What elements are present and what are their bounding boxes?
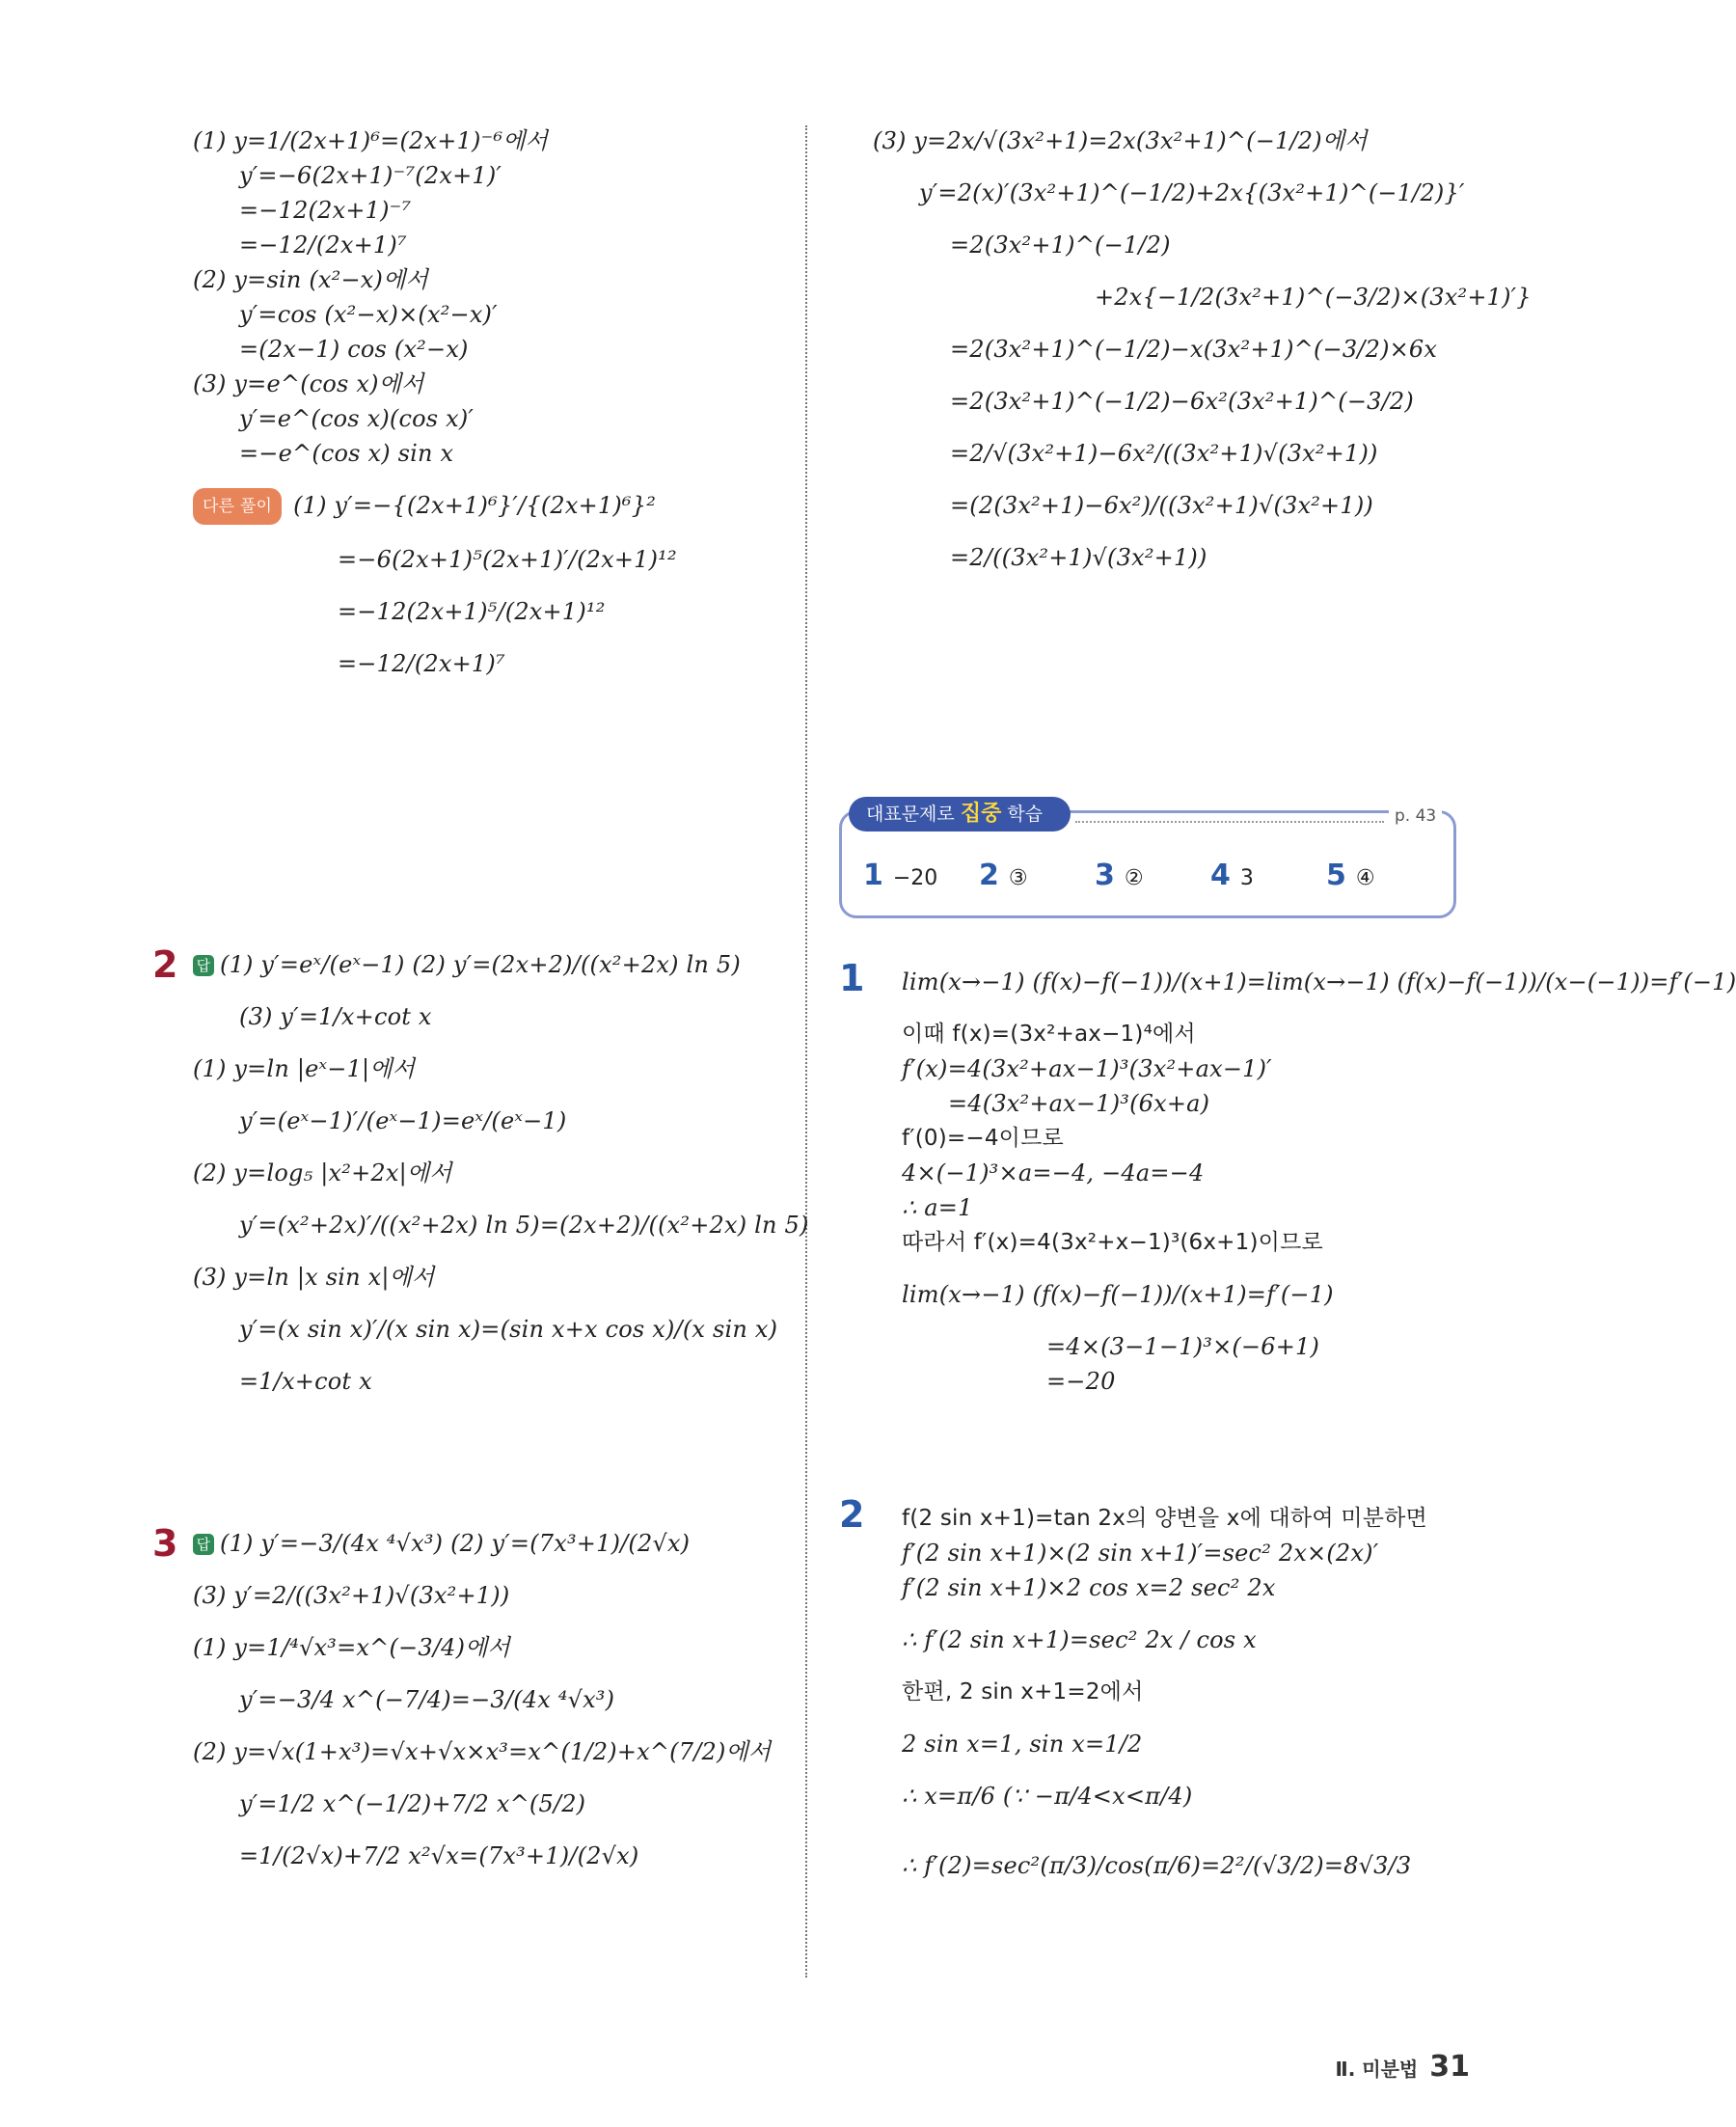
q2-line: ∴ x=π/6 (∵ −π/4<x<π/4): [902, 1783, 1193, 1810]
q1-line: 이때 f(x)=(3x²+ax−1)⁴에서: [902, 1022, 1196, 1047]
q1-line: =4(3x²+ax−1)³(6x+a): [948, 1090, 1210, 1117]
p3-line: (3) y′=2/((3x²+1)√(3x²+1)): [193, 1582, 510, 1609]
column-divider: [805, 125, 807, 1977]
sol1-line: =−12/(2x+1)⁷: [239, 232, 407, 259]
q1-line: f′(x)=4(3x²+ax−1)³(3x²+ax−1)′: [902, 1055, 1272, 1082]
p2-line: (3) y′=1/x+cot x: [239, 1003, 432, 1030]
sol1-line: =−e^(cos x) sin x: [239, 440, 454, 467]
q1-line: 따라서 f′(x)=4(3x²+x−1)³(6x+1)이므로: [902, 1230, 1323, 1255]
answer-item: 5 ④: [1326, 859, 1375, 892]
sol3-line: =2(3x²+1)^(−1/2)−x(3x²+1)^(−3/2)×6x: [950, 336, 1438, 363]
answer-item: 4 3: [1210, 859, 1254, 892]
rep-problem-1-solution: [902, 965, 1736, 1399]
alt-solution-line: =−12(2x+1)⁵/(2x+1)¹²: [338, 598, 606, 625]
sol1-line: (1) y=1/(2x+1)⁶=(2x+1)⁻⁶에서: [193, 127, 549, 154]
p2-line: (1) y=ln |eˣ−1|에서: [193, 1055, 416, 1082]
alt-solution-line: =−6(2x+1)⁵(2x+1)′/(2x+1)¹²: [338, 546, 677, 573]
p3-line: (2) y=√x(1+x³)=√x+√x×x³=x^(1/2)+x^(7/2)에서: [193, 1738, 772, 1765]
p2-line: =1/x+cot x: [239, 1368, 372, 1395]
p2-answer-line: 답 (1) y′=eˣ/(eˣ−1) (2) y′=(2x+2)/((x²+2x) ln 5): [193, 947, 791, 982]
p3-line: (1) y=1/⁴√x³=x^(−3/4)에서: [193, 1634, 510, 1661]
p3-line: y′=−3/4 x^(−7/4)=−3/(4x ⁴√x³): [239, 1686, 615, 1713]
sol1-line: =(2x−1) cos (x²−x): [239, 336, 469, 363]
p2-line: (2) y=log₅ |x²+2x|에서: [193, 1159, 452, 1186]
sol1-line: =−12(2x+1)⁻⁷: [239, 197, 412, 224]
q1-line: 4×(−1)³×a=−4, −4a=−4: [902, 1159, 1205, 1186]
q1-line: lim(x→−1) (f(x)−f(−1))/(x+1)=lim(x→−1) (f(x)−f(−1))/(x−(−1))=f′(−1): [902, 968, 1736, 995]
p2-line: y′=(x²+2x)′/((x²+2x) ln 5)=(2x+2)/((x²+2x) ln 5): [239, 1212, 809, 1239]
rep-problem-2-solution: [902, 1501, 1500, 1883]
answer-badge: 답: [193, 1534, 214, 1555]
p3-line: y′=1/2 x^(−1/2)+7/2 x^(5/2): [239, 1790, 586, 1817]
alt-solution-badge: 다른 풀이: [193, 488, 282, 525]
title-dotted-rule: [1075, 821, 1384, 823]
answer-badge: 답: [193, 955, 214, 976]
q1-line: f′(0)=−4이므로: [902, 1126, 1064, 1151]
sol1-line: (2) y=sin (x²−x)에서: [193, 266, 428, 293]
q2-line: f′(2 sin x+1)×2 cos x=2 sec² 2x: [902, 1574, 1276, 1601]
rep-problem-number-2: 2: [839, 1493, 865, 1536]
sol3-line: y′=2(x)′(3x²+1)^(−1/2)+2x{(3x²+1)^(−1/2)}′: [919, 179, 1465, 206]
p3-line: =1/(2√x)+7/2 x²√x=(7x³+1)/(2√x): [239, 1842, 639, 1869]
q2-line: ∴ f′(2 sin x+1)=sec² 2x / cos x: [902, 1626, 1257, 1653]
sol1-line: (3) y=e^(cos x)에서: [193, 370, 424, 397]
answer-item: 2 ③: [979, 859, 1028, 892]
sol3-line: =2(3x²+1)^(−1/2)−6x²(3x²+1)^(−3/2): [950, 388, 1414, 415]
sol1-line: y′=e^(cos x)(cos x)′: [239, 405, 475, 432]
page-number: 31: [1429, 2050, 1470, 2084]
sol3-line: +2x{−1/2(3x²+1)^(−3/2)×(3x²+1)′}: [1095, 284, 1532, 311]
problem-number-2: 2: [152, 943, 178, 986]
left-column: [193, 123, 791, 681]
p2-line: (3) y=ln |x sin x|에서: [193, 1264, 435, 1291]
page-reference: p. 43: [1389, 806, 1442, 826]
sol3-line: =2/((3x²+1)√(3x²+1)): [950, 544, 1207, 571]
q2-line: 2 sin x=1, sin x=1/2: [902, 1731, 1143, 1758]
p2-line: y′=(eˣ−1)′/(eˣ−1)=eˣ/(eˣ−1): [239, 1107, 567, 1134]
representative-answers: [863, 859, 1442, 892]
representative-problems-title: 대표문제로 집중 학습: [849, 797, 1071, 832]
problem-number-3: 3: [152, 1522, 178, 1565]
sol3-line: =2(3x²+1)^(−1/2): [950, 232, 1171, 259]
q1-line: =−20: [1046, 1368, 1116, 1395]
q1-line: lim(x→−1) (f(x)−f(−1))/(x+1)=f′(−1): [902, 1281, 1334, 1308]
q2-line: 한편, 2 sin x+1=2에서: [902, 1679, 1144, 1704]
problem-3-solution: [193, 1526, 791, 1873]
sol1-line: y′=cos (x²−x)×(x²−x)′: [239, 301, 498, 328]
q1-line: =4×(3−1−1)³×(−6+1): [1046, 1333, 1320, 1360]
q1-line: ∴ a=1: [902, 1194, 973, 1221]
q2-line: f(2 sin x+1)=tan 2x의 양변을 x에 대하여 미분하면: [902, 1506, 1427, 1531]
right-column: [873, 123, 1532, 575]
p2-line: y′=(x sin x)′/(x sin x)=(sin x+x cos x)/(x sin x): [239, 1316, 778, 1343]
sol3-line: =2/√(3x²+1)−6x²/((3x²+1)√(3x²+1)): [950, 440, 1378, 467]
q2-line: f′(2 sin x+1)×(2 sin x+1)′=sec² 2x×(2x)′: [902, 1540, 1379, 1567]
answer-item: 1 −20: [863, 859, 938, 892]
chapter-label: Ⅱ. 미분법: [1335, 2058, 1419, 2081]
alt-solution-line: 다른 풀이 (1) y′=−{(2x+1)⁶}′/{(2x+1)⁶}²: [193, 488, 791, 525]
problem-2-solution: [193, 947, 809, 1399]
p3-answer-line: 답 (1) y′=−3/(4x ⁴√x³) (2) y′=(7x³+1)/(2√x): [193, 1526, 791, 1561]
sol1-line: y′=−6(2x+1)⁻⁷(2x+1)′: [239, 162, 502, 189]
sol3-line: =(2(3x²+1)−6x²)/((3x²+1)√(3x²+1)): [950, 492, 1373, 519]
alt-solution-line: =−12/(2x+1)⁷: [338, 650, 505, 677]
rep-problem-number-1: 1: [839, 957, 865, 999]
q2-line: ∴ f′(2)=sec²(π/3)/cos(π/6)=2²/(√3/2)=8√3/3: [902, 1852, 1412, 1879]
answer-item: 3 ②: [1095, 859, 1144, 892]
page-footer: [1336, 2050, 1470, 2084]
sol3-line: (3) y=2x/√(3x²+1)=2x(3x²+1)^(−1/2)에서: [873, 127, 1368, 154]
